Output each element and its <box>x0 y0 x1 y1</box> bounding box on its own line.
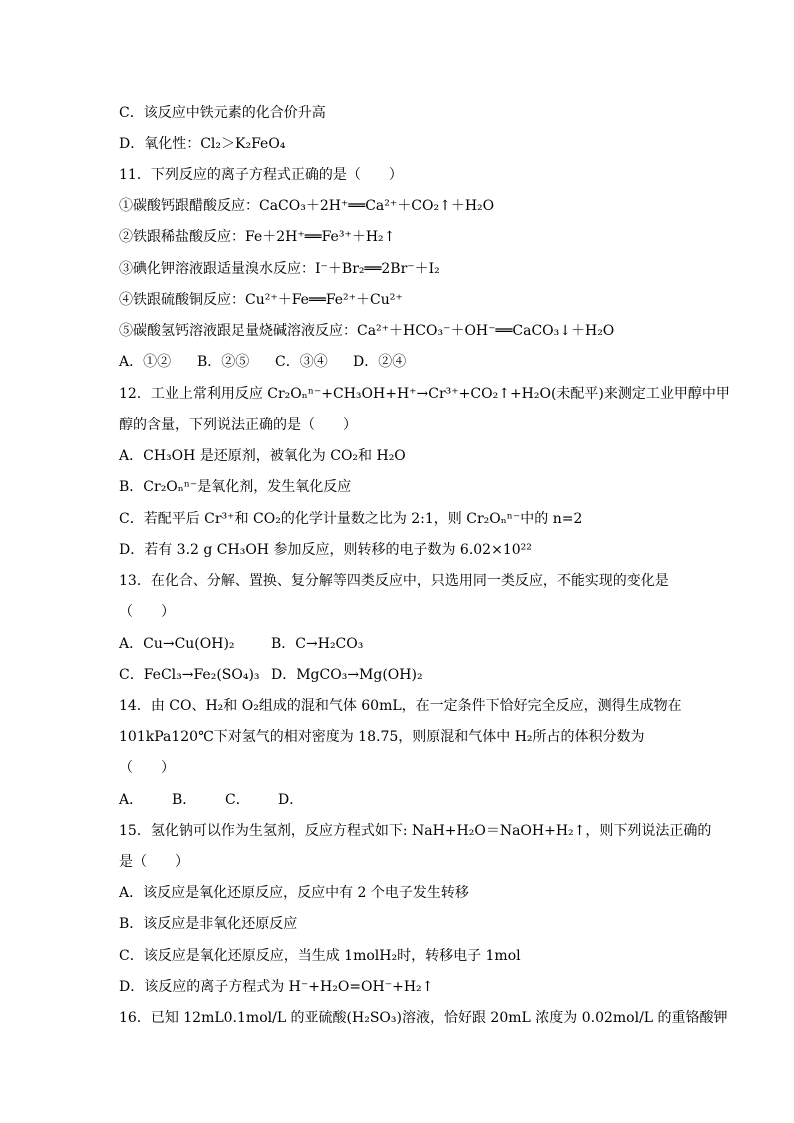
q11-option-c: C．③④ <box>275 354 328 370</box>
q13-options-row-2 <box>119 665 423 685</box>
q10-option-c: C．该反应中铁元素的化合价升高 <box>119 105 326 121</box>
q15-option-b: B．该反应是非氧化还原反应 <box>119 916 298 932</box>
q11-stem: 11．下列反应的离子方程式正确的是（ ） <box>119 167 403 183</box>
q11-options <box>119 352 406 372</box>
q13-option-c: C．FeCl₃→Fe₂(SO₄)₃ <box>119 667 260 683</box>
q11-item-4: ④铁跟硫酸铜反应：Cu²⁺＋Fe══Fe²⁺＋Cu²⁺ <box>119 292 403 308</box>
q15-option-c: C．该反应是氧化还原反应，当生成 1molH₂时，转移电子 1mol <box>119 948 521 964</box>
q14-option-a: A． <box>119 792 144 808</box>
q10-option-d: D．氧化性：Cl₂＞K₂FeO₄ <box>119 136 286 152</box>
q12-option-a: A．CH₃OH 是还原剂，被氧化为 CO₂和 H₂O <box>119 448 406 464</box>
q11-option-d: D．②④ <box>353 354 407 370</box>
q13-stem-1: 13．在化合、分解、置换、复分解等四类反应中，只选用同一类反应，不能实现的变化是 <box>119 573 669 589</box>
q11-item-1: ①碳酸钙跟醋酸反应：CaCO₃＋2H⁺══Ca²⁺＋CO₂↑＋H₂O <box>119 198 495 214</box>
q12-stem-2: 醇的含量，下列说法正确的是（ ） <box>119 417 357 433</box>
q14-stem-2: 101kPa120℃下对氢气的相对密度为 18.75，则原混和气体中 H₂所占的体积分数为 <box>119 729 645 745</box>
q13-option-b: B．C→H₂CO₃ <box>271 636 364 652</box>
q14-option-c: C． <box>225 792 250 808</box>
q11-item-2: ②铁跟稀盐酸反应：Fe＋2H⁺══Fe³⁺＋H₂↑ <box>119 229 396 245</box>
q13-option-d: D．MgCO₃→Mg(OH)₂ <box>271 667 423 683</box>
q15-option-a: A．该反应是氧化还原反应，反应中有 2 个电子发生转移 <box>119 885 469 901</box>
q12-option-d: D．若有 3.2 g CH₃OH 参加反应，则转移的电子数为 6.02×10²² <box>119 542 532 558</box>
q15-option-d: D．该反应的离子方程式为 H⁻+H₂O=OH⁻+H₂↑ <box>119 979 434 995</box>
q12-stem-1: 12．工业上常利用反应 Cr₂Oₙⁿ⁻+CH₃OH+H⁺→Cr³⁺+CO₂↑+H₂O(未配平)来测定工业甲醇中甲 <box>119 386 730 402</box>
q14-option-d: D． <box>278 792 304 808</box>
q13-stem-2: （ ） <box>119 604 175 620</box>
q14-stem-3: （ ） <box>119 760 175 776</box>
q12-option-c: C．若配平后 Cr³⁺和 CO₂的化学计量数之比为 2:1，则 Cr₂Oₙⁿ⁻中的 n=2 <box>119 511 583 527</box>
q14-stem-1: 14．由 CO、H₂和 O₂组成的混和气体 60mL，在一定条件下恰好完全反应，测得生成物在 <box>119 698 682 714</box>
q15-stem-1: 15．氢化钠可以作为生氢剂，反应方程式如下: NaH+H₂O＝NaOH+H₂↑，则下列说法正确的 <box>119 823 712 839</box>
q14-options <box>119 790 303 810</box>
q11-item-5: ⑤碳酸氢钙溶液跟足量烧碱溶液反应：Ca²⁺＋HCO₃⁻＋OH⁻══CaCO₃↓＋H₂O <box>119 323 615 339</box>
q13-option-a: A．Cu→Cu(OH)₂ <box>119 636 235 652</box>
q11-item-3: ③碘化钾溶液跟适量溴水反应：I⁻＋Br₂══2Br⁻＋I₂ <box>119 261 440 277</box>
q13-options-row-1 <box>119 634 363 654</box>
q11-option-a: A．①② <box>119 354 172 370</box>
q11-option-b: B．②⑤ <box>197 354 250 370</box>
q14-option-b: B． <box>172 792 197 808</box>
q12-option-b: B．Cr₂Oₙⁿ⁻是氧化剂，发生氧化反应 <box>119 479 352 495</box>
q16-stem-1: 16．已知 12mL0.1mol/L 的亚硫酸(H₂SO₃)溶液，恰好跟 20mL 浓度为 0.02mol/L 的重铬酸钾 <box>119 1010 728 1026</box>
q15-stem-2: 是（ ） <box>119 854 189 870</box>
